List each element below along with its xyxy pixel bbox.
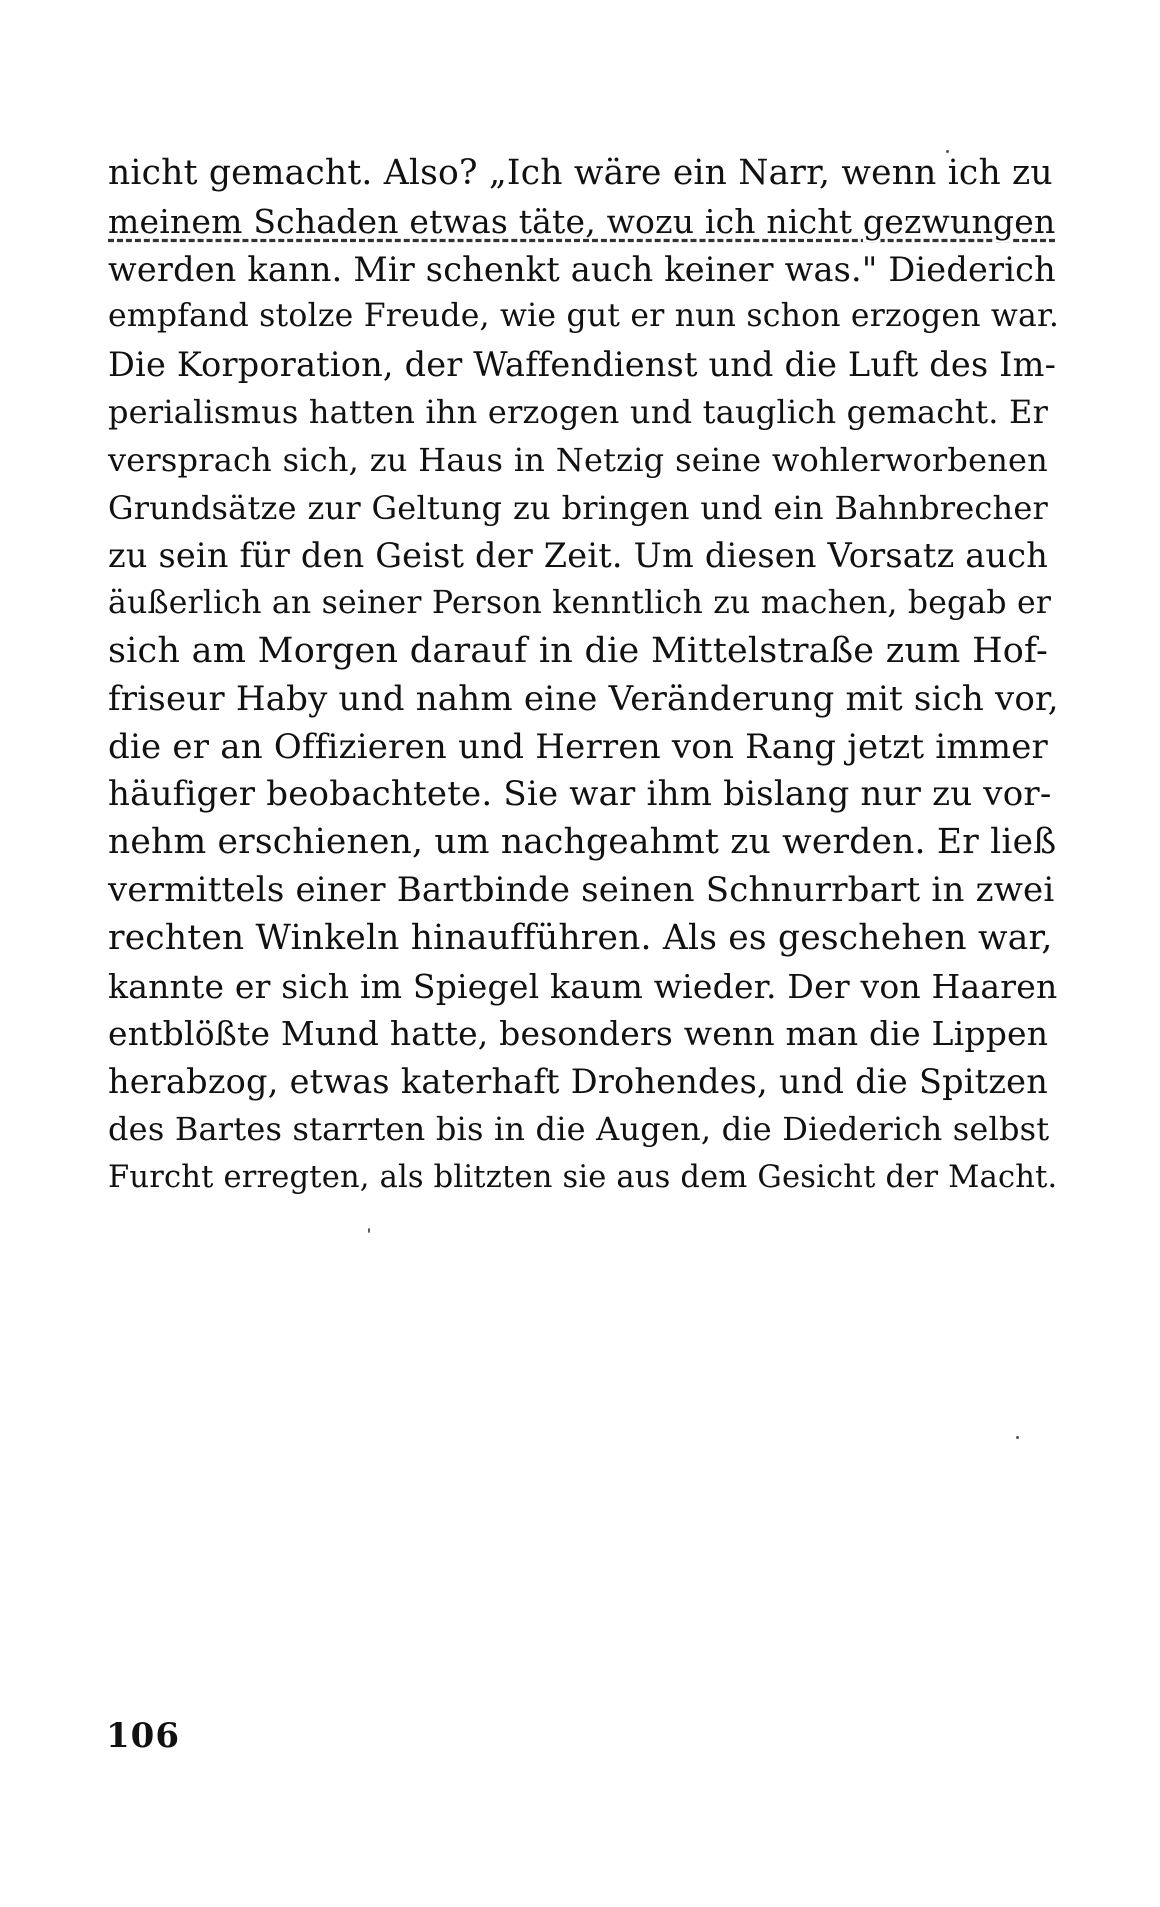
text-line-17: rechten Winkeln hinaufführen. Als es geschehen war, bbox=[108, 917, 1053, 958]
text-line-9: zu sein für den Geist der Zeit. Um diesen Vorsatz auch bbox=[108, 536, 1048, 576]
text-line-3: werden kann. Mir schenkt auch keiner was." Diederich bbox=[108, 249, 1056, 289]
text-line-11: sich am Morgen darauf in die Mittelstraße zum Hof- bbox=[108, 630, 1048, 671]
text-line-5: Die Korporation, der Waffendienst und die Luft des Im- bbox=[108, 345, 1057, 385]
text-line-12: friseur Haby und nahm eine Veränderung mit sich vor, bbox=[108, 678, 1059, 719]
text-line-16: vermittels einer Bartbinde seinen Schnurrbart in zwei bbox=[108, 869, 1055, 910]
text-line-7: versprach sich, zu Haus in Netzig seine wohlerworbenen bbox=[108, 440, 1048, 479]
text-line-20: herabzog, etwas katerhaft Drohendes, und die Spitzen bbox=[108, 1062, 1048, 1102]
print-speck bbox=[368, 1228, 370, 1233]
text-line-8: Grundsätze zur Geltung zu bringen und ein Bahnbrecher bbox=[108, 488, 1048, 527]
print-speck bbox=[946, 150, 949, 153]
text-line-22: Furcht erregten, als blitzten sie aus dem Gesicht der Macht. bbox=[108, 1159, 1058, 1195]
text-line-19: entblößte Mund hatte, besonders wenn man die Lippen bbox=[108, 1014, 1049, 1054]
text-line-1: nicht gemacht. Also? „Ich wäre ein Narr, wenn ich zu bbox=[108, 153, 1053, 193]
text-line-2: meinem Schaden etwas täte, wozu ich nicht gezwungen bbox=[108, 201, 1056, 241]
text-line-21: des Bartes starrten bis in die Augen, die Diederich selbst bbox=[108, 1109, 1050, 1148]
body-text bbox=[108, 150, 1060, 1202]
text-line-15: nehm erschienen, um nachgeahmt zu werden. Er ließ bbox=[108, 822, 1057, 863]
text-line-6: perialismus hatten ihn erzogen und tauglich gemacht. Er bbox=[108, 392, 1049, 431]
text-line-4: empfand stolze Freude, wie gut er nun schon erzogen war. bbox=[108, 298, 1060, 335]
text-line-18: kannte er sich im Spiegel kaum wieder. Der von Haaren bbox=[108, 966, 1058, 1006]
print-speck bbox=[1016, 1436, 1019, 1439]
text-line-14: häufiger beobachtete. Sie war ihm bislang nur zu vor- bbox=[108, 774, 1052, 815]
page-number: 106 bbox=[106, 1716, 180, 1756]
text-line-10: äußerlich an seiner Person kenntlich zu machen, begab er bbox=[108, 585, 1052, 622]
text-line-13: die er an Offizieren und Herren von Rang jetzt immer bbox=[108, 726, 1048, 767]
